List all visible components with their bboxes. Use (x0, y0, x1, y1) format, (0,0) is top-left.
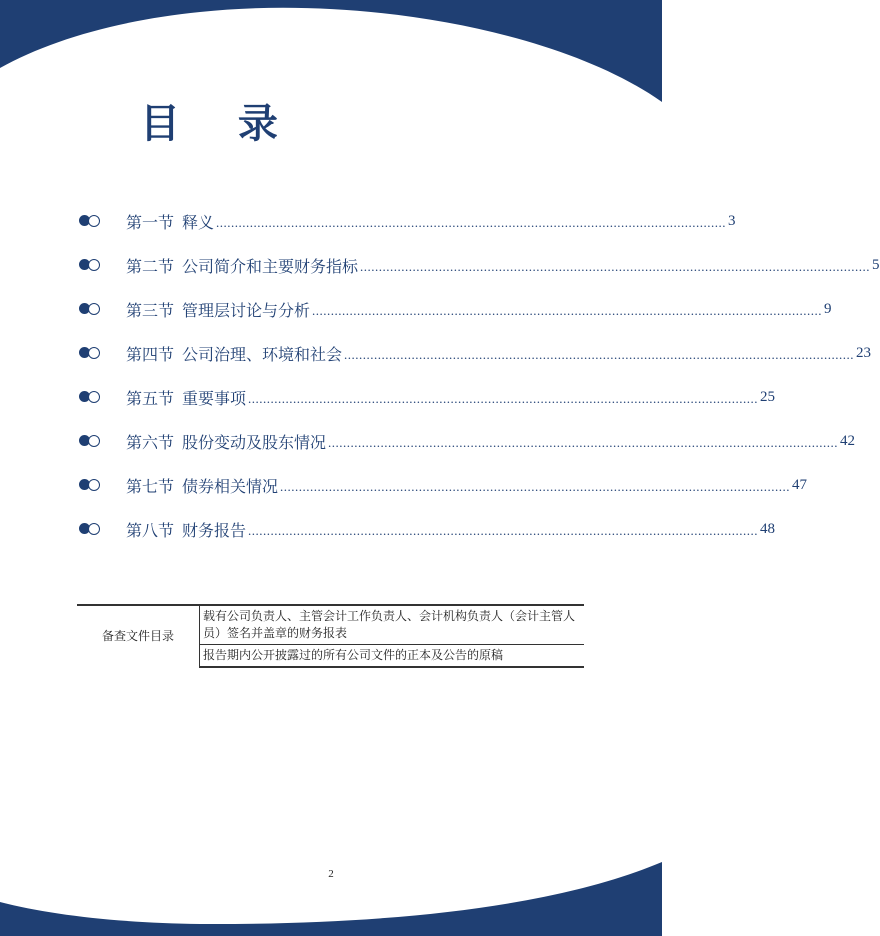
toc-section-title: 财务报告 (182, 520, 247, 540)
toc-section-number: 第四节 (126, 344, 175, 364)
toc-entry[interactable] (78, 516, 776, 542)
toc-page-number: 25 (760, 388, 776, 405)
toc-leader-dots: ........................................................................................................................................ (344, 347, 855, 362)
toc-entry[interactable] (78, 428, 856, 454)
toc-leader-dots: ........................................................................................................................................ (248, 523, 759, 538)
double-dot-bullet-icon (78, 258, 102, 272)
reference-docs-label: 备查文件目录 (77, 605, 200, 667)
toc-entry[interactable] (78, 340, 872, 366)
toc-leader-dots: ........................................................................................................................................ (328, 435, 839, 450)
double-dot-bullet-icon (78, 214, 102, 228)
page-number-footer: 2 (328, 868, 334, 880)
reference-doc-item: 报告期内公开披露过的所有公司文件的正本及公告的原稿 (200, 645, 585, 668)
toc-page-number: 3 (728, 212, 736, 229)
toc-entry[interactable] (78, 384, 776, 410)
double-dot-bullet-icon (78, 522, 102, 536)
toc-leader-dots: ........................................................................................................................................ (216, 215, 727, 230)
toc-section-number: 第二节 (126, 256, 175, 276)
toc-page-number: 5 (872, 256, 880, 273)
toc-section-title: 重要事项 (182, 388, 247, 408)
toc-page-number: 47 (792, 476, 808, 493)
toc-section-title: 债券相关情况 (182, 476, 279, 496)
double-dot-bullet-icon (78, 478, 102, 492)
toc-leader-dots: ........................................................................................................................................ (280, 479, 791, 494)
toc-page-number: 48 (760, 520, 776, 537)
toc-leader-dots: ........................................................................................................................................ (360, 259, 871, 274)
toc-section-number: 第三节 (126, 300, 175, 320)
double-dot-bullet-icon (78, 434, 102, 448)
reference-documents-table (77, 604, 584, 668)
toc-section-number: 第八节 (126, 520, 175, 540)
toc-entry[interactable] (78, 296, 832, 322)
double-dot-bullet-icon (78, 390, 102, 404)
toc-section-title: 股份变动及股东情况 (182, 432, 327, 452)
toc-entry[interactable] (78, 472, 808, 498)
toc-section-number: 第一节 (126, 212, 175, 232)
toc-section-number: 第七节 (126, 476, 175, 496)
toc-section-title: 公司治理、环境和社会 (182, 344, 343, 364)
toc-entry[interactable] (78, 208, 736, 234)
toc-section-title: 管理层讨论与分析 (182, 300, 311, 320)
toc-leader-dots: ........................................................................................................................................ (248, 391, 759, 406)
toc-section-title: 公司简介和主要财务指标 (182, 256, 359, 276)
toc-section-title: 释义 (182, 212, 215, 232)
toc-page-number: 23 (856, 344, 872, 361)
page-title: 目 录 (140, 101, 300, 147)
toc-leader-dots: ........................................................................................................................................ (312, 303, 823, 318)
reference-doc-item: 载有公司负责人、主管会计工作负责人、会计机构负责人（会计主管人员）签名并盖章的财务报表 (200, 605, 585, 645)
toc-section-number: 第五节 (126, 388, 175, 408)
toc-page-number: 42 (840, 432, 856, 449)
toc-section-number: 第六节 (126, 432, 175, 452)
double-dot-bullet-icon (78, 302, 102, 316)
toc-page-number: 9 (824, 300, 832, 317)
double-dot-bullet-icon (78, 346, 102, 360)
toc-entry[interactable] (78, 252, 880, 278)
